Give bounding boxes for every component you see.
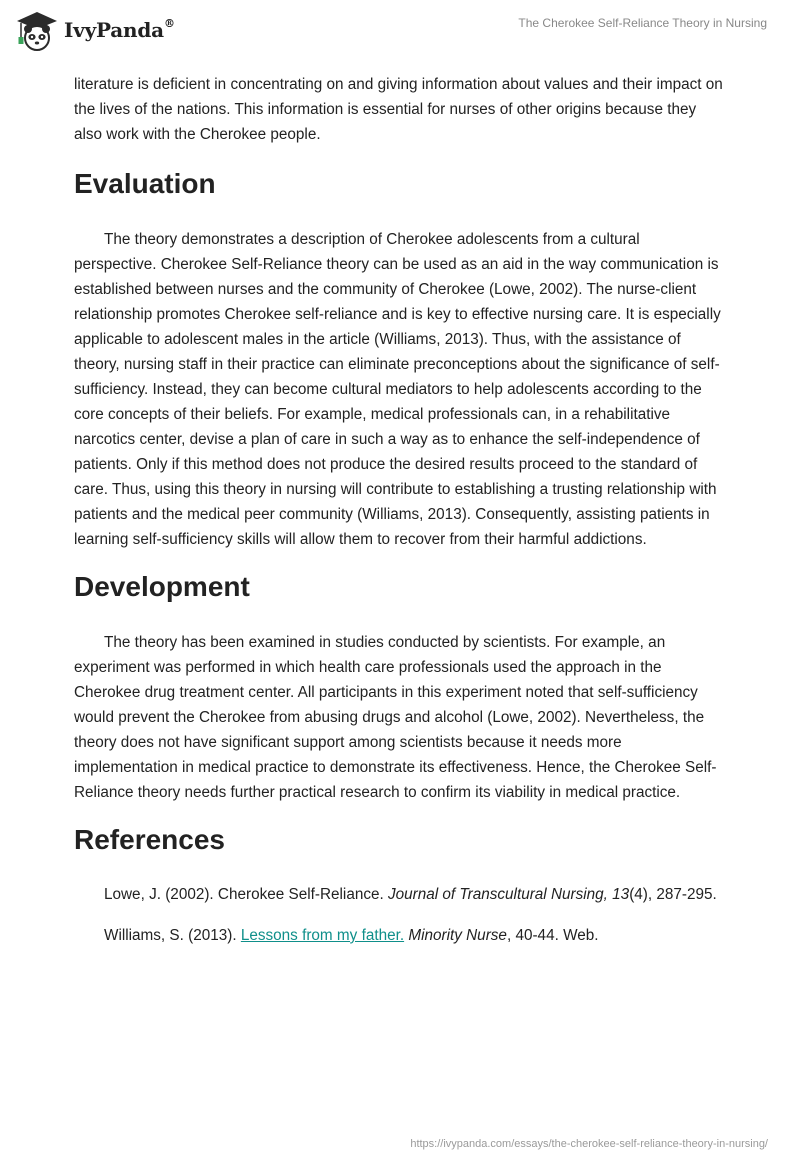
development-paragraph: The theory has been examined in studies conducted by scientists. For example, an experiment was performed in which health care professionals used the approach in the Cherokee drug treatment center. All participants in this experiment noted that self-sufficiency would prevent the Cherokee from abusing drugs and alcohol (Lowe, 2002). Nevertheless, the theory does not have significant support among scientists because it needs more implementation in medical practice to demonstrate its effectiveness. Hence, the Cherokee Self-Reliance theory needs further practical research to confirm its viability in medical practice. <box>74 634 717 801</box>
brand-name <box>64 18 175 42</box>
panda-graduate-icon <box>14 8 60 52</box>
reference-journal: Minority Nurse <box>408 927 507 944</box>
development-heading: Development <box>74 571 250 602</box>
intro-paragraph: literature is deficient in concentrating on and giving information about values and their impact on the lives of the nations. This information is essential for nurses of other origins because they also work with the Cherokee people. <box>74 76 723 143</box>
reference-link[interactable]: Lessons from my father. <box>240 927 405 944</box>
registered-mark: ® <box>163 17 175 31</box>
reference-item <box>74 882 726 907</box>
reference-item <box>74 923 726 948</box>
page-header <box>0 0 800 66</box>
references-heading: References <box>74 824 225 855</box>
running-title: The Cherokee Self-Reliance Theory in Nursing <box>518 16 767 30</box>
reference-suffix: (4), 287-295. <box>629 886 717 903</box>
evaluation-paragraph: The theory demonstrates a description of Cherokee adolescents from a cultural perspective. Cherokee Self-Reliance theory can be used as an aid in the way communication is established between nurses and the community of Cherokee (Lowe, 2002). The nurse-client relationship promotes Cherokee self-reliance and is key to effective nursing care. It is especially applicable to adolescent males in the article (Williams, 2013). Thus, with the assistance of theory, nursing staff in their practice can eliminate preconceptions about the significance of self-sufficiency. Instead, they can become cultural mediators to help adolescents according to the core concepts of their beliefs. For example, medical professionals can, in a rehabilitative narcotics center, devise a plan of care in such a way as to enhance the self-independence of patients. Only if this method does not produce the desired results proceed to the standard of care. Thus, using this theory in nursing will contribute to establishing a trusting relationship with patients and the medical peer community (Williams, 2013). Consequently, assisting patients in learning self-sufficiency skills will allow them to recover from their harmful addictions. <box>74 231 721 548</box>
evaluation-heading: Evaluation <box>74 168 216 199</box>
reference-suffix: , 40-44. Web. <box>506 927 599 944</box>
brand-name-text: IvyPanda <box>64 18 164 42</box>
reference-journal: Journal of Transcultural Nursing, 13 <box>388 886 630 903</box>
ivypanda-logo[interactable] <box>14 8 175 52</box>
essay-content <box>74 72 726 964</box>
footer-url[interactable]: https://ivypanda.com/essays/the-cherokee-self-reliance-theory-in-nursing/ <box>410 1138 768 1150</box>
reference-prefix: Williams, S. (2013). <box>104 927 241 944</box>
reference-prefix: Lowe, J. (2002). Cherokee Self-Reliance. <box>104 886 388 903</box>
